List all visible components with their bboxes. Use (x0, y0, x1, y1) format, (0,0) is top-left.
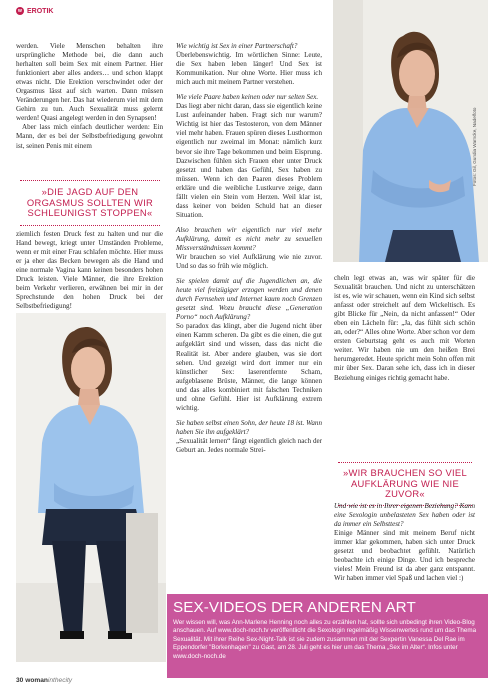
brand-suffix: inthecity (47, 677, 73, 684)
interview-question: Also brauchen wir eigentlich nur viel mehr Aufklärung, damit es nicht mehr zu sexuellen Missverständnissen kommt? (176, 225, 322, 252)
banner-title: SEX-VIDEOS DER ANDEREN ART (173, 599, 416, 616)
interview-question: Sie spielen damit auf die Jugendlichen an, die heute viel freizügiger erzogen werden und denen durch Fernsehen und Internet kaum noch Grenzen gesetzt sind. Wozu braucht diese „Generation Porno“ noch Aufklärung? (176, 277, 322, 322)
interview-answer: Wir brauchen so viel Aufklärung wie nie zuvor. Und so das so früh wie möglich. (176, 253, 322, 271)
promo-banner (167, 594, 488, 678)
article-paragraph: werden. Viele Menschen behalten ihre ursprüngliche Methode bei, die dann auch herhalten soll beim Sex mit einem Partner. Hier funktioniert aber alles anders… und schon klappt etwas nicht. Die Erektion verschwindet oder der Orgasmus lässt auf sich warten. Dann müssen Veränderungen her. Das hat wiederum viel mit dem Gehirn zu tun. Auch Sexualität muss gelernt werden! Quasi angelegt werden in den Synapsen! (16, 42, 163, 123)
interview-question: Und wie ist es in Ihrer eigenen Beziehung? Kann eine Sexologin unbelasteten Sex haben oder ist da immer ein Selbsttest? (334, 502, 475, 529)
pull-quote: »WIR BRAUCHEN SO VIEL AUFKLÄRUNG WIE NIE ZUVOR« (338, 462, 472, 506)
article-paragraph: cheln legt etwas an, was wir später für die Sexualität brauchen. Und nicht zu unterschätzen ist es, wie wir schauen, wenn ein Kind sich selbst anfasst oder streichelt auf dem Wickeltisch. Es gibt Blicke für „Nein, da nicht anfassen!“ Oder eben ein Lächeln für: „Ja, das fühlt sich schön an, oder?“ Alles ohne Worte. Aber schon vor dem ersten Geburtstag geht es auch mit Worten weiter. Wir haben nie um den heißen Brei herumgeredet. Heute spricht mein Sohn offen mit mir über Sex. Daran sehe ich, dass ich in dieser Beziehung einiges richtig gemacht habe. (334, 274, 475, 382)
article-column-3-continued (334, 502, 475, 583)
portrait-photo-top (333, 0, 488, 262)
article-paragraph: Aber lass mich einfach deutlicher werden: Ein Mann, der es bei der Selbstbefriedigung gewohnt ist, seinen Penis mit einem (16, 123, 163, 150)
section-label: EROTIK (27, 7, 54, 15)
banner-text: Wer wissen will, was Ann-Marlene Henning noch alles zu erzählen hat, sollte sich unbedingt ihren Video-Blog anschauen. Auf www.doch-noch.tv veröffentlicht die Sexologin regelmäßig Wissenwertes rund um das Thema Sexualität. Mit ihrer Reihe Sex-Night-Talk ist sie zudem zusammen mit der Sexpertin Vanessa Del Rae im Eppendorfer "Borkenhagen" zu Gast, am 28. Juli geht es hier um das Thema „Sex im Alter“. Infos unter www.doch-noch.de (173, 619, 477, 660)
interview-answer: Einige Männer sind mit meinem Beruf nicht immer klar gekommen, haben sich unter Druck gesetzt und beobachtet gefühlt. Natürlich beobachte ich einige Dinge. Und ich bespreche vieles! Mein Freund ist da aber ganz entspannt. Wir haben immer viel Spaß und lachen viel :) (334, 529, 475, 583)
interview-answer: So paradox das klingt, aber die Jugend nicht über einen Kamm scheren. Da gibt es die einen, die gut aufgeklärt sind und wissen, dass das nicht die Realität ist. Aber andere glauben, was sie dort sehen. Und gezeigt wird dort immer nur ein künstlicher Sex: laserentfernte Scham, aufgeblasene Brüste, Männer, die lange können und das alles kombiniert mit falschen Techniken und ohne Gefühl. Hier ist Aufklärung extrem wichtig. (176, 322, 322, 412)
interview-question: Wie viele Paare haben keinen oder nur selten Sex. (176, 93, 319, 102)
interview-question: Wie wichtig ist Sex in einer Partnerschaft? (176, 42, 298, 50)
article-paragraph: ziemlich festen Druck fest zu halten und nur die Hand bewegt, kriegt unter Umständen Probleme, wenn er mit einer Frau schlafen möchte. Hier muss er ja eher das Becken bewegen als die Hand und eine normale Vagina kann keinen besonders hohen Druck leisten. Viele Männer, die ihre Erektion beim Verkehr verlieren, erwähnen bei mir in der Sprechstunde den hohen Druck bei der Selbstbefriedigung! (16, 230, 163, 311)
article-column-1 (16, 42, 163, 151)
page-number: 30 (16, 677, 24, 684)
woman-portrait-illustration (333, 0, 488, 262)
interview-question: Sie haben selbst einen Sohn, der heute 18 ist. Wann haben Sie ihn aufgeklärt? (176, 418, 322, 436)
article-column-1-continued (16, 230, 163, 311)
article-column-3 (334, 274, 475, 383)
brand-name: woman (25, 677, 48, 684)
interview-answer: Das liegt aber nicht daran, dass sie eigentlich keine Lust aufeinander haben. Fragt sich nur warum? Wichtig ist hier das Testosteron, von dem Männer viel mehr haben. Frauen spüren dieses Lusthormon eigentlich nur zweimal im Monat: nämlich kurz bevor sie ihre Tage bekommen und beim Eisprung. Dazwischen fühlen sich Frauen eher unter Druck gesetzt und haben das Gefühl, Sex haben zu müssen. Wenn ich den Paaren dieses Problem erkläre und die weibliche Lustkurve zeige, dann fällt vielen ein Stein vom Herzen. Weil klar ist, dass keiner von beiden Schuld hat an dieser Situation. (176, 102, 322, 219)
interview-answer: „Sexualität lernen“ fängt eigentlich gleich nach der Geburt an. Jedes normale Strei- (176, 436, 322, 454)
interview-answer: Überlebenswichtig. Im wörtlichen Sinne: Leute, die Sex haben leben länger! Und Sex ist Kommunikation. Nur ohne Worte. Hier muss ich mich auch mit meinem Partner verstehen. (176, 51, 322, 87)
wl-logo-icon: w (16, 7, 24, 15)
page-footer (16, 677, 72, 684)
photo-credit: Fotos: Gil, Gundia Warncke, Nadelfoto (472, 107, 477, 186)
woman-seated-illustration (16, 313, 166, 662)
article-column-2 (176, 42, 322, 455)
section-tag (16, 7, 53, 15)
pull-quote: »DIE JAGD AUF DEN ORGASMUS SOLLTEN WIR SCHLEUNIGST STOPPEN« (20, 180, 160, 226)
portrait-photo-bottom (16, 313, 166, 662)
